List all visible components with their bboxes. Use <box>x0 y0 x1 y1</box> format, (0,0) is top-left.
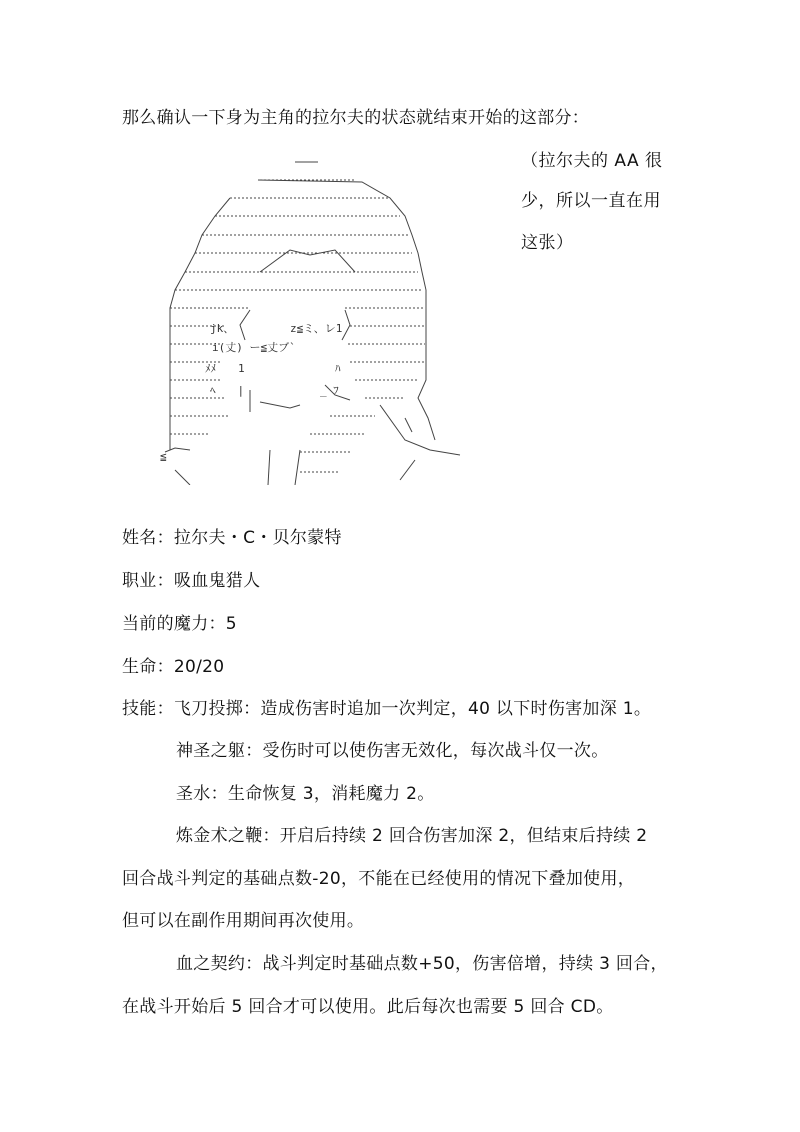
face-glyphs <box>160 322 342 463</box>
skill-holy-body: 神圣之躯：受伤时可以使伤害无效化，每次战斗仅一次。 <box>176 741 609 761</box>
svg-text:z≦ミ、レ1: z≦ミ、レ1 <box>290 322 343 335</box>
svg-text:ﾒﾒ 1: ﾒﾒ 1 <box>205 362 245 375</box>
skill-alchemy-whip-line-1: 炼金术之鞭：开启后持续 2 回合伤害加深 2，但结束后持续 2 <box>176 826 648 846</box>
side-note-line-2: 少，所以一直在用 <box>521 191 661 211</box>
svg-text:jk、: jk、 <box>210 322 235 335</box>
skill-blood-contract-line-1: 血之契约：战斗判定时基础点数+50，伤害倍增，持续 3 回合， <box>176 954 668 974</box>
svg-text:ﾊ: ﾊ <box>335 362 341 375</box>
intro-text: 那么确认一下身为主角的拉尔夫的状态就结束开始的这部分： <box>122 108 590 128</box>
hair-dots <box>170 162 425 472</box>
stat-job: 职业：吸血鬼猎人 <box>122 571 261 591</box>
svg-text:i(丈) ー≦丈ブ`: i(丈) ー≦丈ブ` <box>212 341 296 354</box>
side-note-line-3: 这张） <box>521 233 574 253</box>
stat-name: 姓名：拉尔夫・C・贝尔蒙特 <box>122 528 342 548</box>
skill-blood-contract-line-2: 在战斗开始后 5 回合才可以使用。此后每次也需要 5 回合 CD。 <box>122 997 614 1017</box>
side-note-line-1: （拉尔夫的 AA 很 <box>521 151 663 171</box>
stat-life: 生命：20/20 <box>122 657 225 677</box>
skill-knife-throw: 技能：飞刀投掷：造成伤害时追加一次判定，40 以下时伤害加深 1。 <box>122 699 652 719</box>
ascii-art-portrait <box>150 150 490 485</box>
skill-alchemy-whip-line-2: 回合战斗判定的基础点数-20，不能在已经使用的情况下叠加使用， <box>122 869 636 889</box>
svg-text:_ ﾌ: _ ﾌ <box>320 384 339 397</box>
svg-text:ﾍ |: ﾍ | <box>210 384 245 397</box>
stat-mana: 当前的魔力：5 <box>122 614 237 634</box>
skill-holy-water: 圣水：生命恢复 3，消耗魔力 2。 <box>176 784 435 804</box>
svg-text:≦: ≦ <box>160 450 167 463</box>
skill-alchemy-whip-line-3: 但可以在副作用期间再次使用。 <box>122 911 365 931</box>
